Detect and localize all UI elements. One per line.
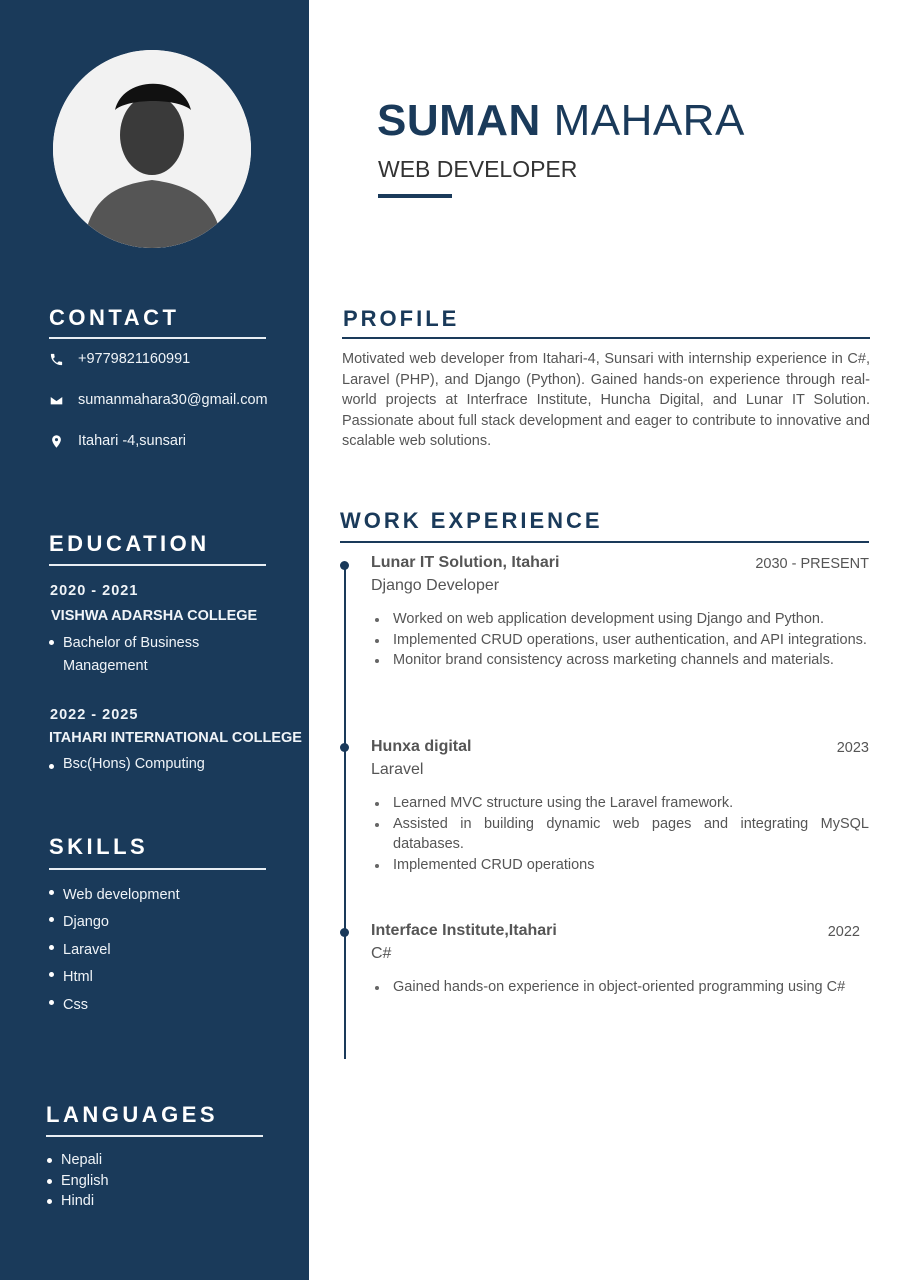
timeline-dot	[340, 561, 349, 570]
edu-school: ITAHARI INTERNATIONAL COLLEGE	[49, 730, 302, 746]
location-pin-icon	[49, 434, 64, 449]
job-entry: Hunxa digital 2023 Laravel Learned MVC structure using the Laravel framework. Assisted in building dynamic web pages and integrating MySQL databases. Implemented CRUD operations	[371, 738, 869, 875]
profile-text: Motivated web developer from Itahari-4, Sunsari with internship experience in C#, Laravel (PHP), and Django (Python). Gained hands-on experience through real-world projects at Interfrace Institute, Huncha Digital, and Lunar IT Solution. Passionate about full stack development and eager to contribute to innovative and scalable web solutions.	[342, 351, 870, 449]
divider	[49, 337, 266, 339]
divider	[340, 541, 869, 543]
timeline-line	[344, 564, 346, 1059]
skills-list: Web development Django Laravel Html Css	[49, 882, 180, 1019]
sidebar	[0, 0, 309, 1280]
edu-years: 2022 - 2025	[50, 707, 139, 723]
contact-heading: CONTACT	[49, 305, 180, 330]
full-name: SUMAN MAHARA	[377, 96, 745, 145]
skills-heading: SKILLS	[49, 834, 149, 859]
profile-heading: PROFILE	[343, 306, 460, 331]
title-underline	[378, 194, 452, 198]
education-heading: EDUCATION	[49, 531, 210, 556]
edu-degree-list: Bachelor of Business Management	[49, 632, 249, 678]
mail-icon	[49, 393, 64, 408]
timeline-dot	[340, 928, 349, 937]
contact-address: Itahari -4,sunsari	[49, 433, 186, 449]
contact-phone: +9779821160991	[49, 351, 190, 367]
profile-photo	[53, 50, 251, 248]
timeline-dot	[340, 743, 349, 752]
phone-icon	[49, 352, 64, 367]
divider	[49, 868, 266, 870]
edu-years: 2020 - 2021	[50, 583, 139, 599]
work-heading: WORK EXPERIENCE	[340, 508, 603, 533]
edu-school: VISHWA ADARSHA COLLEGE	[51, 608, 258, 624]
languages-list: Nepali English Hindi	[47, 1150, 109, 1212]
divider	[342, 337, 870, 339]
contact-email: sumanmahara30@gmail.com	[49, 392, 268, 408]
languages-heading: LANGUAGES	[46, 1102, 219, 1127]
job-title: WEB DEVELOPER	[378, 156, 578, 182]
edu-degree-list: Bsc(Hons) Computing	[49, 756, 205, 772]
divider	[46, 1135, 263, 1137]
job-entry: Interface Institute,Itahari 2022 C# Gained hands-on experience in object-oriented programming using C#	[371, 922, 869, 998]
divider	[49, 564, 266, 566]
job-entry: Lunar IT Solution, Itahari 2030 - PRESENT Django Developer Worked on web application development using Django and Python. Implemented CRUD operations, user authentication, and API integrations. Monitor brand consistency across marketing channels and materials.	[371, 554, 869, 671]
